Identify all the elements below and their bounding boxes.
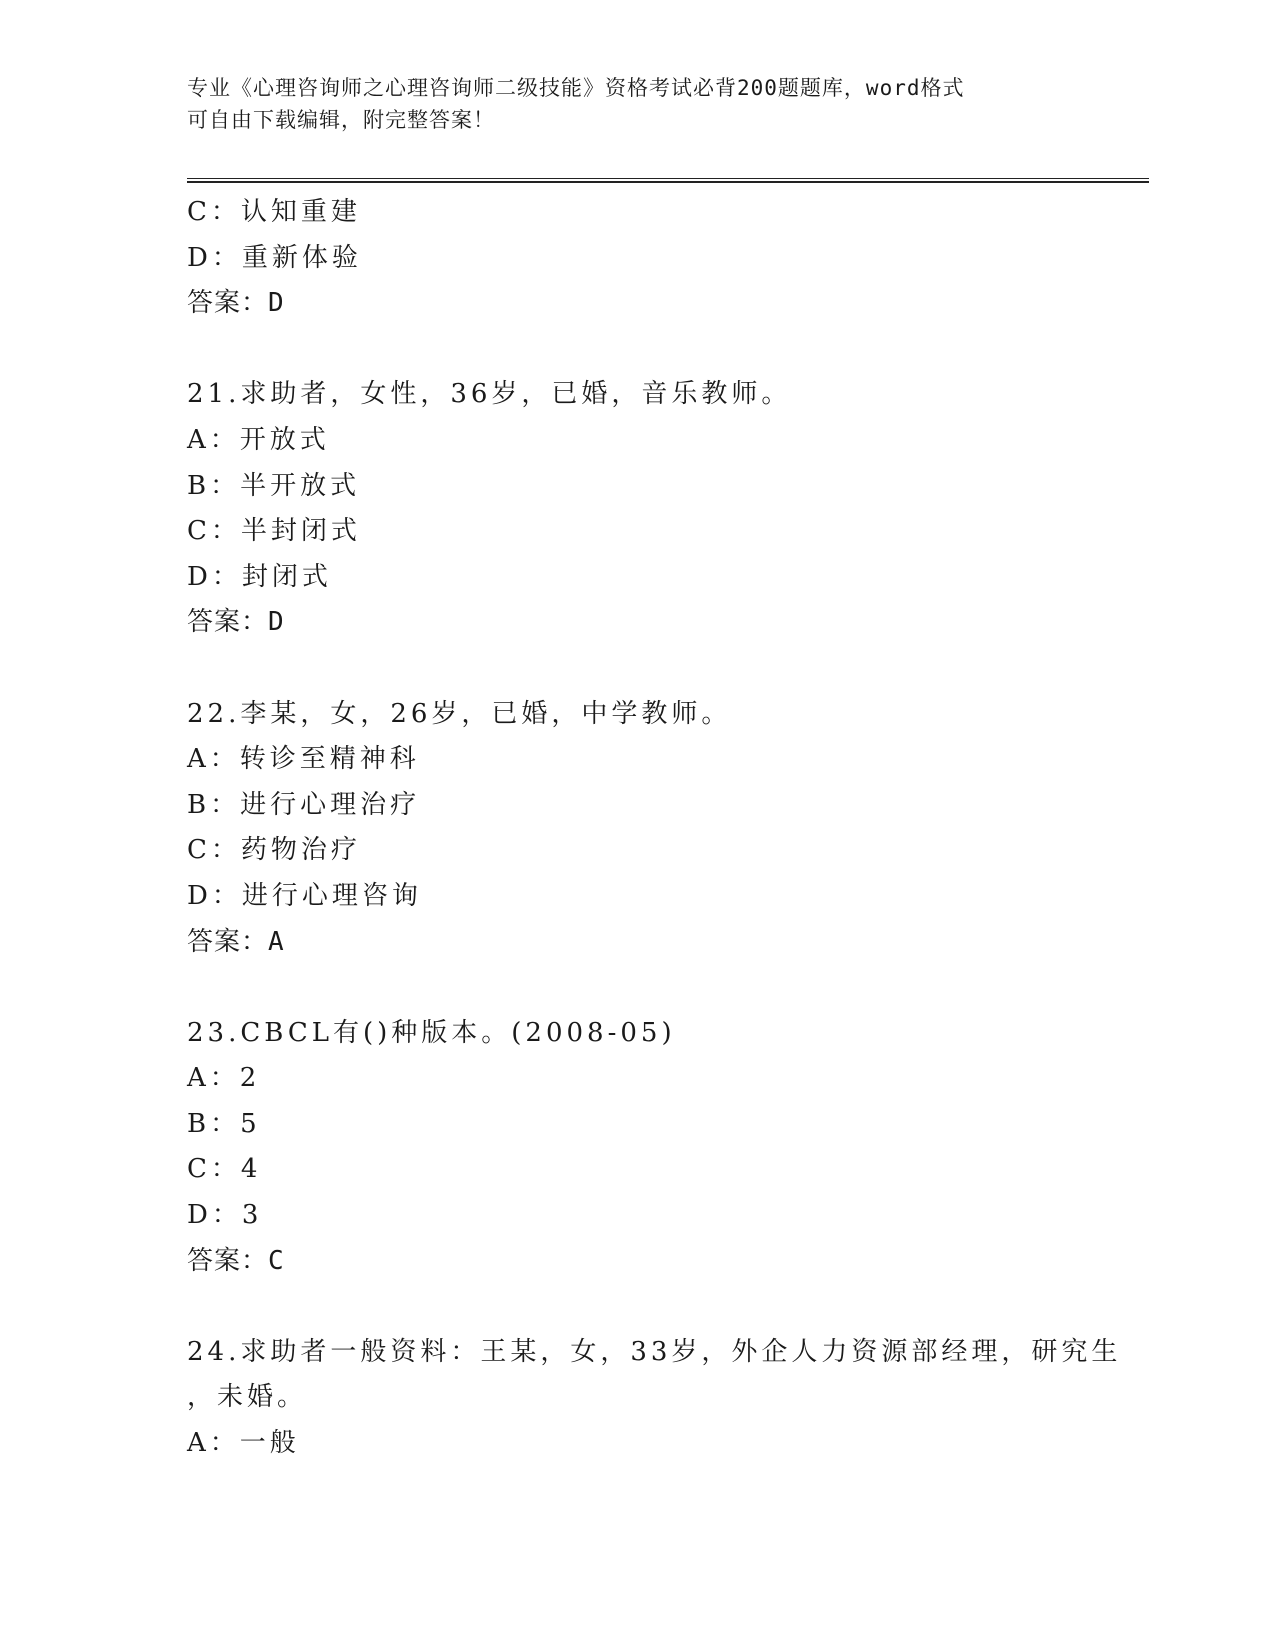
question-stem: 23.CBCL有()种版本。(2008-05) xyxy=(187,1017,676,1048)
question-list xyxy=(187,190,1122,1467)
option-a: A：2 xyxy=(187,1063,261,1094)
option-d: D：封闭式 xyxy=(187,561,332,592)
option-d: D：3 xyxy=(187,1200,263,1231)
option-a: A：转诊至精神科 xyxy=(187,744,420,775)
question-stem: 22.李某，女，26岁，已婚，中学教师。 xyxy=(187,698,732,729)
header-divider xyxy=(187,178,1149,183)
question-20-tail xyxy=(187,190,1087,327)
spacer xyxy=(187,646,1087,692)
question-24 xyxy=(187,1330,1122,1467)
question-22 xyxy=(187,692,1087,966)
answer: 答案：D xyxy=(187,288,285,319)
option-b: B：进行心理治疗 xyxy=(187,789,421,820)
spacer xyxy=(187,327,1087,373)
option-c: C：认知重建 xyxy=(187,197,361,227)
option-d: D：重新体验 xyxy=(187,242,362,273)
option-d: D：进行心理咨询 xyxy=(187,880,422,911)
answer: 答案：D xyxy=(187,607,285,638)
answer: 答案：A xyxy=(187,926,285,957)
option-b: B：5 xyxy=(187,1108,261,1139)
option-c: C：4 xyxy=(187,1154,262,1185)
header-line-1: 专业《心理咨询师之心理咨询师二级技能》资格考试必背200题题库，word格式 xyxy=(187,76,965,100)
spacer xyxy=(187,1284,1087,1330)
question-stem-line-2: ，未婚。 xyxy=(187,1382,308,1413)
option-a: A：开放式 xyxy=(187,424,330,455)
option-c: C：半封闭式 xyxy=(187,516,361,547)
question-stem: 21.求助者，女性，36岁，已婚，音乐教师。 xyxy=(187,379,792,410)
document-header xyxy=(187,72,1087,136)
header-line-2: 可自由下载编辑，附完整答案！ xyxy=(187,108,495,132)
spacer xyxy=(187,965,1087,1011)
answer: 答案：C xyxy=(187,1245,285,1276)
option-b: B：半开放式 xyxy=(187,470,361,501)
question-21 xyxy=(187,372,1087,646)
option-a: A：一般 xyxy=(187,1428,300,1459)
option-c: C：药物治疗 xyxy=(187,835,361,866)
question-stem-line-1: 24.求助者一般资料：王某，女，33岁，外企人力资源部经理，研究生 xyxy=(187,1336,1122,1367)
question-23 xyxy=(187,1011,1087,1285)
